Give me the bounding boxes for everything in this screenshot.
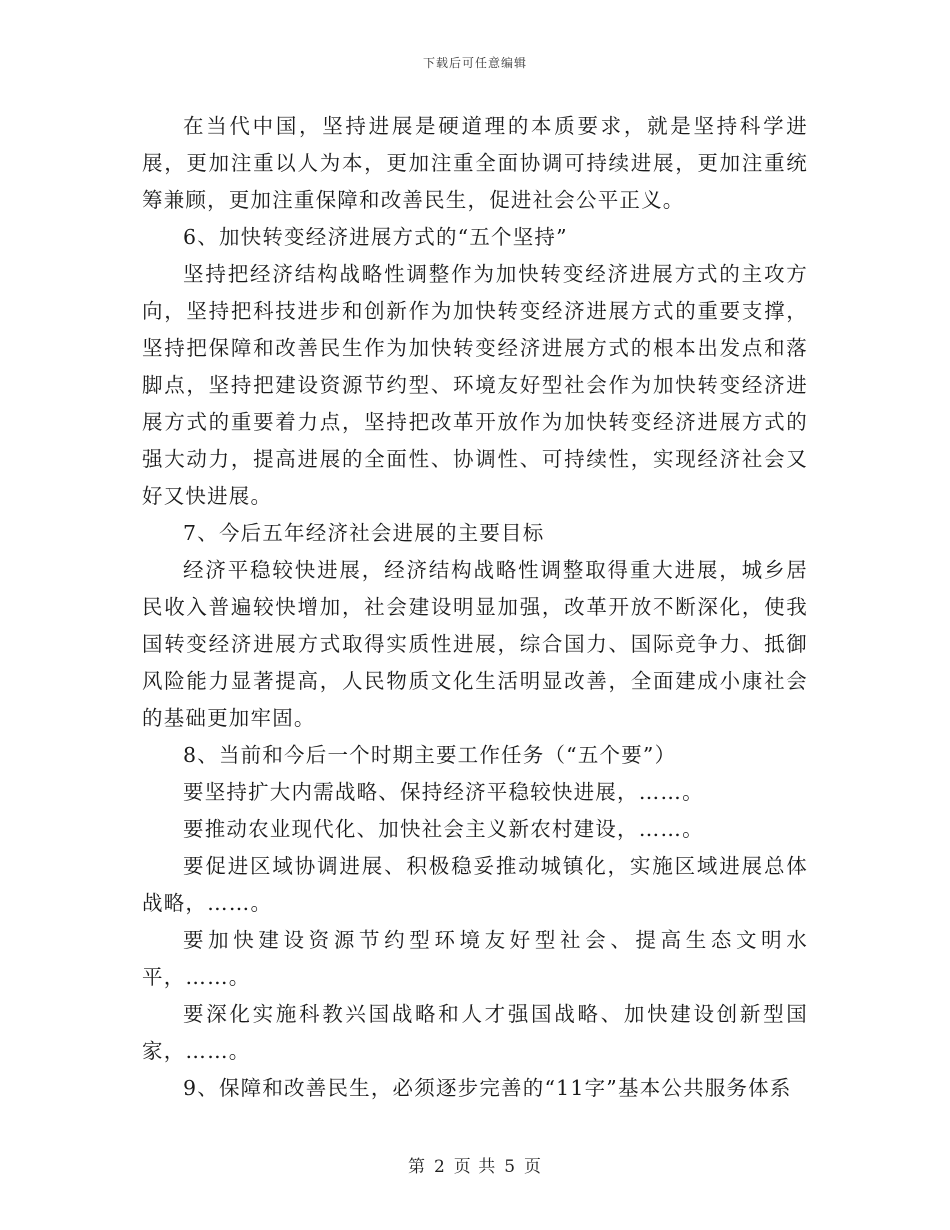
paragraph-1: 在当代中国，坚持进展是硬道理的本质要求，就是坚持科学进展，更加注重以人为本，更加注重全面协调可持续进展，更加注重统筹兼顾，更加注重保障和改善民生，促进社会公平正义。 (142, 114, 808, 212)
page-header: 下载后可任意编辑 (422, 56, 527, 70)
task-item-4: 要加快建设资源节约型环境友好型社会、提高生态文明水平，……。 (142, 928, 808, 989)
task-item-1: 要坚持扩大内需战略、保持经济平稳较快进展，……。 (183, 780, 704, 804)
task-item-3: 要促进区域协调进展、积极稳妥推动城镇化，实施区域进展总体战略，……。 (142, 854, 808, 915)
paragraph-2: 坚持把经济结构战略性调整作为加快转变经济进展方式的主攻方向，坚持把科技进步和创新作为加快转变经济进展方式的重要支撑，坚持把保障和改善民生作为加快转变经济进展方式的根本出发点和落脚点，坚持把建设资源节约型、环境友好型社会作为加快转变经济进展方式的重要着力点，坚持把改革开放作为加快转变经济进展方式的强大动力，提高进展的全面性、协调性、可持续性，实现经济社会又好又快进展。 (142, 262, 808, 508)
page-label-prefix: 第 (407, 1157, 426, 1177)
heading-8: 8、当前和今后一个时期主要工作任务（“五个要”） (183, 743, 677, 767)
task-item-5: 要深化实施科教兴国战略和人才强国战略、加快建设创新型国家，……。 (142, 1002, 808, 1063)
heading-7: 7、今后五年经济社会进展的主要目标 (183, 521, 545, 545)
paragraph-3: 经济平稳较快进展，经济结构战略性调整取得重大进展，城乡居民收入普遍较快增加，社会建设明显加强，改革开放不断深化，使我国转变经济进展方式取得实质性进展，综合国力、国际竞争力、抵御风险能力显著提高，人民物质文化生活明显改善，全面建成小康社会的基础更加牢固。 (142, 558, 808, 730)
page-current: 2 (433, 1157, 446, 1177)
document-body (142, 108, 808, 1107)
task-item-2: 要推动农业现代化、加快社会主义新农村建设，……。 (183, 817, 704, 841)
page-label-mid: 页 共 (453, 1157, 497, 1177)
page-label-suffix: 页 (524, 1157, 543, 1177)
heading-6: 6、加快转变经济进展方式的“五个坚持” (183, 225, 568, 249)
heading-9: 9、保障和改善民生，必须逐步完善的“11字”基本公共服务体系 (183, 1076, 792, 1100)
page-total: 5 (504, 1157, 517, 1177)
page-footer (0, 1152, 950, 1177)
